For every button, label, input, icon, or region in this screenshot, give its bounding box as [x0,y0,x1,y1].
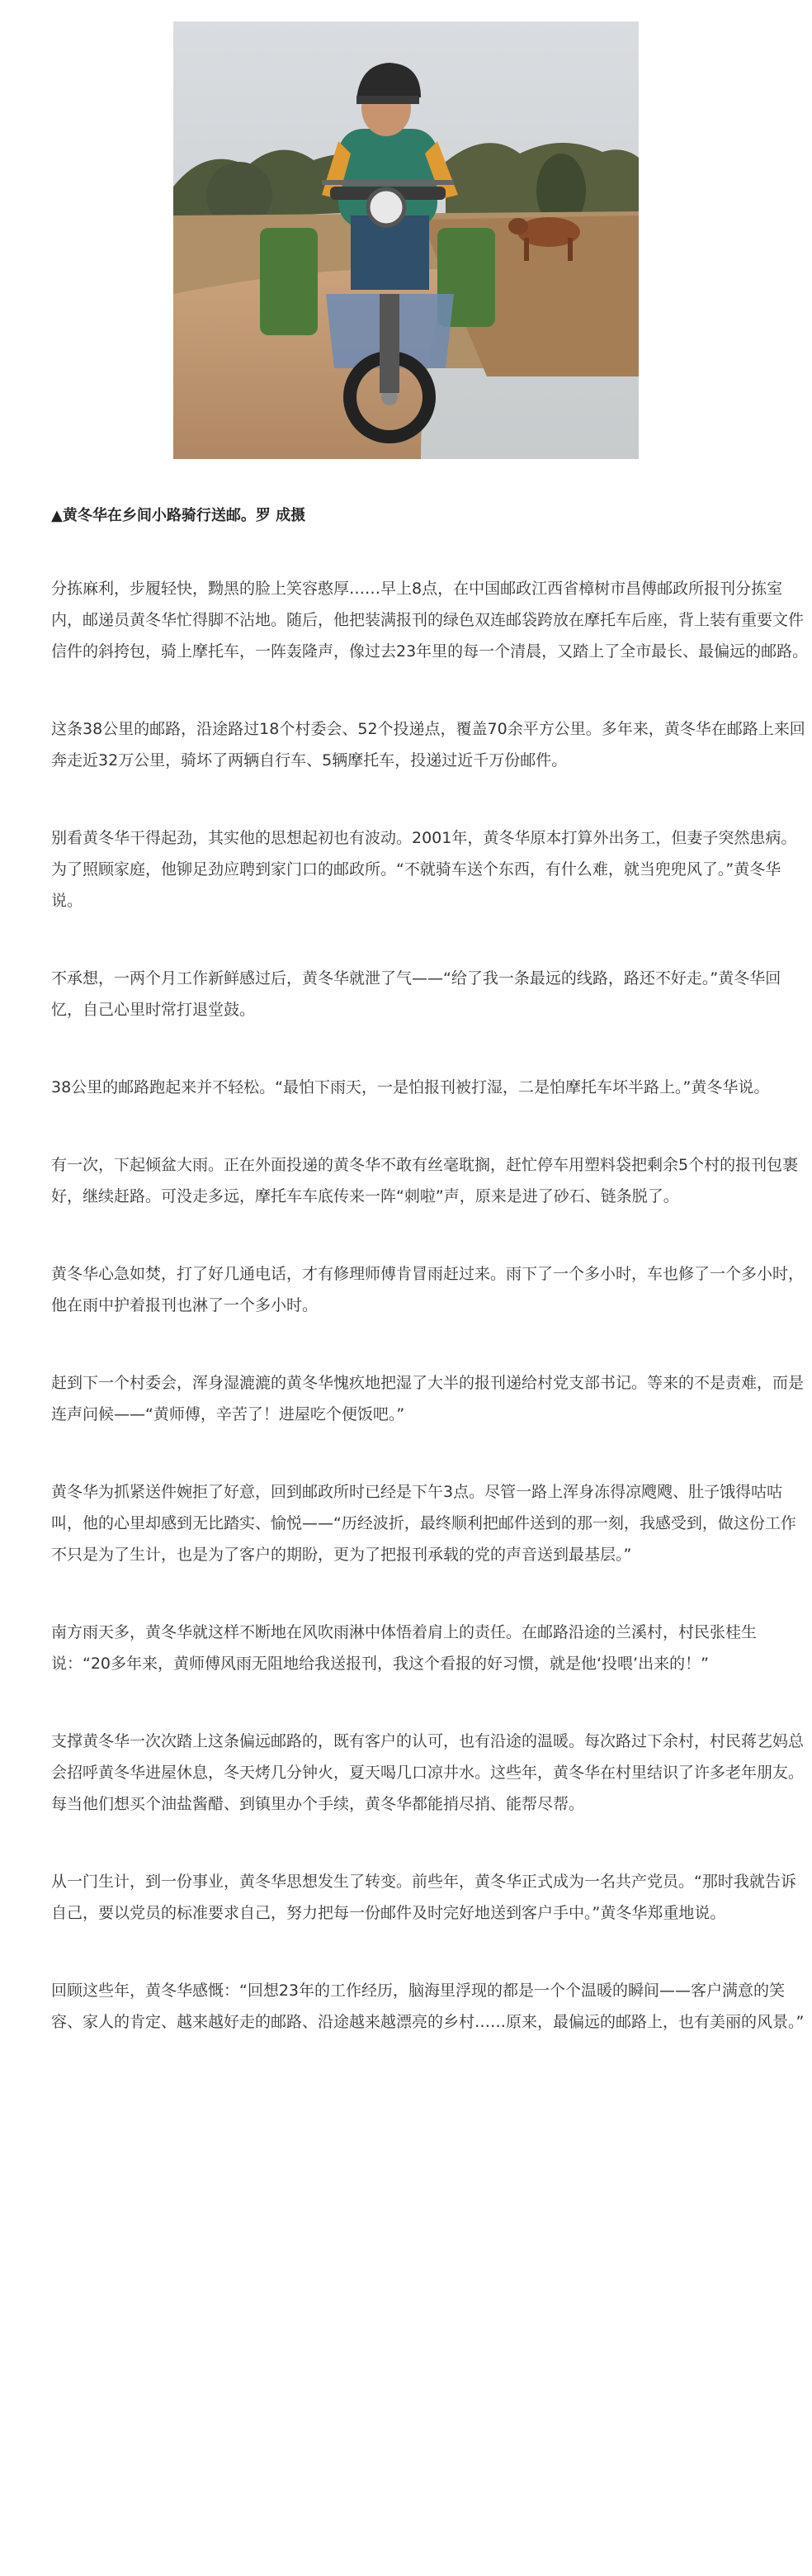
article-paragraph: 不承想，一两个月工作新鲜感过后，黄冬华就泄了气——“给了我一条最远的线路，路还不好走。”黄冬华回忆，自己心里时常打退堂鼓。 [51,969,781,1019]
article-photo [173,21,639,459]
article-paragraph: 从一门生计，到一份事业，黄冬华思想发生了转变。前些年，黄冬华正式成为一名共产党员。“那时我就告诉自己，要以党员的标准要求自己，努力把每一份邮件及时完好地送到客户手中。”黄冬华郑重地说。 [51,1873,796,1922]
postman-on-motorcycle-photo [173,21,639,459]
photo-caption: ▲黄冬华在乡间小路骑行送邮。罗 成摄 [51,507,306,524]
article-paragraph: 这条38公里的邮路，沿途路过18个村委会、52个投递点，覆盖70余平方公里。多年来，黄冬华在邮路上来回奔走近32万公里，骑坏了两辆自行车、5辆摩托车，投递过近千万份邮件。 [51,720,805,769]
article-paragraph: 黄冬华为抓紧送件婉拒了好意，回到邮政所时已经是下午3点。尽管一路上浑身冻得凉飕飕、肚子饿得咕咕叫，他的心里却感到无比踏实、愉悦——“历经波折，最终顺利把邮件送到的那一刻，我感受到，做这份工作不只是为了生计，也是为了客户的期盼，更为了把报刊承载的党的声音送到最基层。” [51,1483,796,1564]
article-paragraph: 38公里的邮路跑起来并不轻松。“最怕下雨天，一是怕报刊被打湿，二是怕摩托车坏半路上。”黄冬华说。 [51,1078,770,1096]
article-paragraph: 回顾这些年，黄冬华感慨：“回想23年的工作经历，脑海里浮现的都是一个个温暖的瞬间——客户满意的笑容、家人的肯定、越来越好走的邮路、沿途越来越漂亮的乡村……原来，最偏远的邮路上，也有美丽的风景。” [51,1982,805,2031]
article-paragraph: 黄冬华心急如焚，打了好几通电话，才有修理师傅肯冒雨赶过来。雨下了一个多小时，车也修了一个多小时，他在雨中护着报刊也淋了一个多小时。 [51,1265,805,1314]
article-paragraph: 有一次，下起倾盆大雨。正在外面投递的黄冬华不敢有丝毫耽搁，赶忙停车用塑料袋把剩余5个村的报刊包裹好，继续赶路。可没走多远，摩托车车底传来一阵“刺啦”声，原来是进了砂石、链条脱了。 [51,1156,799,1205]
article-paragraph: 南方雨天多，黄冬华就这样不断地在风吹雨淋中体悟着肩上的责任。在邮路沿途的兰溪村，村民张桂生说：“20多年来，黄师傅风雨无阻地给我送报刊，我这个看报的好习惯，就是他‘投喂’出来的！” [51,1623,758,1673]
article-paragraph: 别看黄冬华干得起劲，其实他的思想起初也有波动。2001年，黄冬华原本打算外出务工，但妻子突然患病。为了照顾家庭，他铆足劲应聘到家门口的邮政所。“不就骑车送个东西，有什么难，就当兜兜风了。”黄冬华说。 [51,829,797,910]
article-body [51,573,810,2084]
article-paragraph: 支撑黄冬华一次次踏上这条偏远邮路的，既有客户的认可，也有沿途的温暖。每次路过下余村，村民蒋艺妈总会招呼黄冬华进屋休息，冬天烤几分钟火，夏天喝几口凉井水。这些年，黄冬华在村里结识了许多老年朋友。每当他们想买个油盐酱醋、到镇里办个手续，黄冬华都能捎尽捎、能帮尽帮。 [51,1732,805,1813]
article-paragraph: 赶到下一个村委会，浑身湿漉漉的黄冬华愧疚地把湿了大半的报刊递给村党支部书记。等来的不是责难，而是连声问候——“黄师傅，辛苦了！进屋吃个便饭吧。” [51,1374,805,1423]
article-paragraph: 分拣麻利，步履轻快，黝黑的脸上笑容憨厚……早上8点，在中国邮政江西省樟树市昌傅邮政所报刊分拣室内，邮递员黄冬华忙得脚不沾地。随后，他把装满报刊的绿色双连邮袋跨放在摩托车后座，背上装有重要文件信件的斜挎包，骑上摩托车，一阵轰隆声，像过去23年里的每一个清晨，又踏上了全市最长、最偏远的邮路。 [51,580,809,661]
